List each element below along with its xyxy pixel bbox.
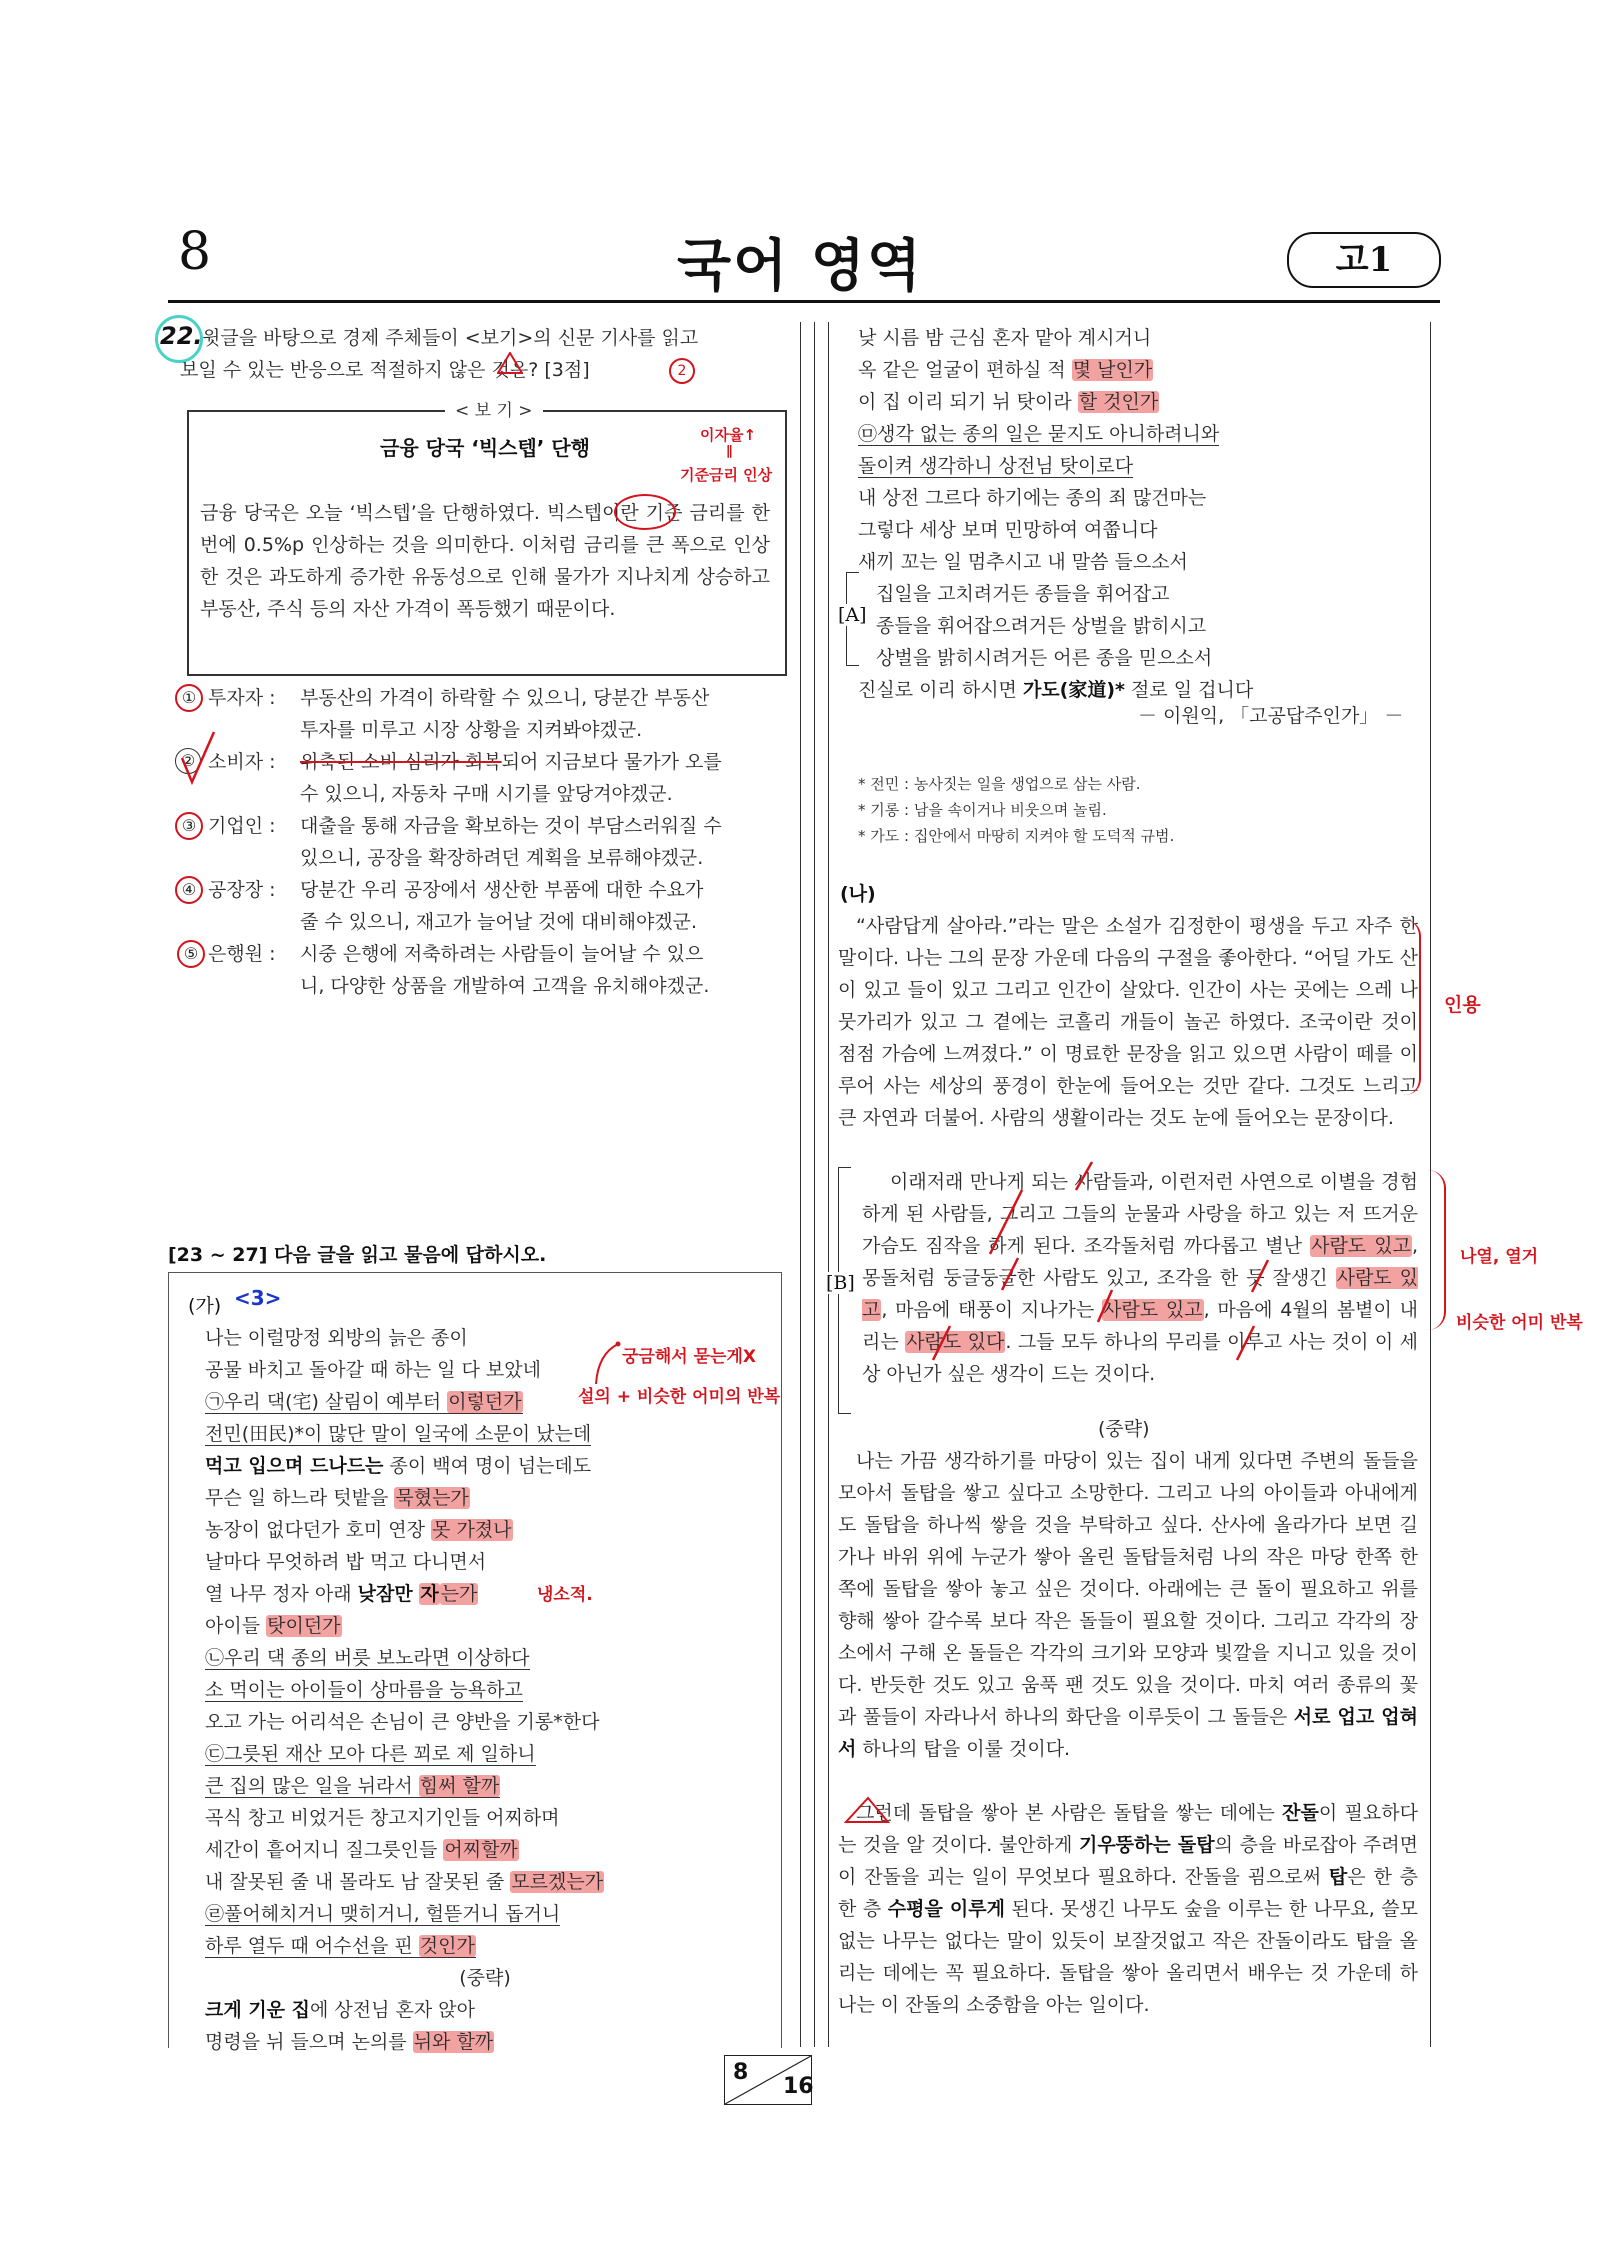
paragraph-text: 은 한 층 한 층: [838, 1866, 1418, 1920]
line-text: 나는 이럴망정 외방의 늙은 종이: [205, 1327, 468, 1349]
line-text: 진실로 이리 하시면: [858, 679, 1023, 701]
poem-line: [205, 1418, 765, 1450]
line-text: 곡식 창고 비었거든 창고지기인들 어찌하며: [205, 1807, 560, 1829]
bracket-annotation: [1405, 920, 1421, 1095]
line-text: 날마다 무엇하려 밥 먹고 다니면서: [205, 1551, 487, 1573]
poem-line: [858, 322, 1418, 354]
poem-line: [205, 1482, 765, 1514]
paragraph-text: 하나의 탑을 이룰 것이다.: [856, 1738, 1071, 1760]
line-text: 열 나무 정자 아래: [205, 1583, 358, 1605]
poem-line: [858, 450, 1418, 482]
handwritten-note: 비슷한 어미 반복: [1456, 1313, 1583, 1333]
poem-lines-continued: [858, 322, 1418, 706]
line-text: 내 상전 그르다 하기에는 종의 죄 많건마는: [858, 487, 1207, 509]
grade-badge: 고1: [1287, 232, 1441, 288]
line-text: 에 상전님 혼자 앉아: [310, 1999, 475, 2021]
highlighted-ending: 뉘와 할까: [413, 2031, 494, 2053]
line-text: 무슨 일 하느라 텃밭을: [205, 1487, 395, 1509]
bogi-label: < 보 기 >: [445, 396, 543, 421]
page-number: 8: [178, 222, 212, 282]
question-prompt-line-2: 보일 수 있는 반응으로 적절하지 않은 것은? [3점]: [180, 359, 590, 381]
current-page: 8: [733, 2060, 749, 2085]
paragraph-text: 이래저래 만나게 되는 사람들과, 이런저런 사연으로 이별을 경험하게 된 사람들, 그리고 그들의 눈물과 사랑을 하고 있는 저 뜨거운 가슴도 짐작을 하게 된다. 조각돌처럼 까다롭고 별난: [862, 1171, 1418, 1257]
bold-phrase: 탑: [1328, 1866, 1348, 1888]
line-text: 농장이 없다던가 호미 연장: [205, 1519, 432, 1541]
line-text: 새끼 꼬는 일 멈추시고 내 말씀 들으소서: [858, 551, 1188, 573]
circle-annotation: [614, 494, 676, 530]
handwritten-note: ∥: [726, 444, 733, 459]
bracket-annotation: [1428, 1170, 1446, 1330]
handwritten-note: 냉소적.: [537, 1585, 593, 1605]
bold-phrase: 잔돌: [1282, 1802, 1319, 1824]
bold-phrase: 서로 업고 업혀서: [838, 1706, 1418, 1760]
source-citation: － 이원익, 「고공답주인가」 －: [1138, 705, 1404, 727]
option-text: 있으니, 공장을 확장하려던 계획을 보류해야겠군.: [300, 847, 704, 869]
highlighted-ending: 어찌할까: [444, 1839, 518, 1861]
poem-line: [858, 514, 1418, 546]
highlighted-phrase: 사람도 있다: [906, 1331, 1005, 1353]
question-number: 22.: [160, 322, 203, 350]
section-heading: [23 ~ 27] 다음 글을 읽고 물음에 답하시오.: [168, 1244, 547, 1266]
line-text: 세간이 흩어지니 질그릇인들: [205, 1839, 444, 1861]
option-text: 수 있으니, 자동차 구매 시기를 앞당겨야겠군.: [300, 783, 673, 805]
poem-line: [858, 418, 1418, 450]
highlighted-ending: 는가: [440, 1583, 478, 1605]
bold-phrase: 가도(家道)*: [1022, 679, 1125, 701]
handwritten-note: 기준금리 인상: [680, 466, 773, 484]
handwritten-note: 인용: [1444, 994, 1481, 1016]
poem-line: [205, 1898, 765, 1930]
line-text: 내 잘못된 줄 내 몰라도 남 잘못된 줄: [205, 1871, 511, 1893]
poem-line: [858, 578, 1418, 610]
option-role: 소비자 :: [208, 751, 276, 773]
line-marker: ㉣: [205, 1903, 225, 1925]
line-text: 전민(田民)*이 많단 말이 일국에 소문이 났는데: [205, 1423, 592, 1445]
column-divider: [828, 322, 829, 2047]
poem-line: [858, 546, 1418, 578]
highlighted-ending: 못 가졌나: [432, 1519, 512, 1541]
line-text: 아이들: [205, 1615, 267, 1637]
paragraph-text: 이 필요하다는 것을 알 것이다. 불안하게: [838, 1802, 1418, 1856]
option-text-rest: 되어 지금보다 물가가 오를: [501, 751, 722, 773]
subject-title: 국어 영역: [677, 234, 923, 299]
highlighted-phrase: 사람도 있고: [1311, 1235, 1411, 1257]
highlighted-phrase: 사람도 있고: [1103, 1299, 1203, 1321]
line-text: 오고 가는 어리석은 손님이 큰 양반을 기롱*한다: [205, 1711, 600, 1733]
line-text: 공물 바치고 돌아갈 때 하는 일 다 보았네: [205, 1359, 541, 1381]
poem-line: [205, 1450, 765, 1482]
passage-label-na: (나): [840, 883, 876, 905]
footnote: * 전민 : 농사짓는 일을 생업으로 삼는 사람.: [858, 775, 1141, 793]
bogi-body: 금융 당국은 오늘 ‘빅스텝’을 단행하였다. 빅스텝이란 기준 금리를 한 번에 0.5%p 인상하는 것을 의미한다. 이처럼 금리를 큰 폭으로 인상한 것은 과도하게 증가한 유동성으로 인해 물가가 지나치게 상승하고 부동산, 주식 등의 자산 가격이 폭등했기 때문이다.: [200, 502, 770, 620]
line-text: 우리 댁 종의 버릇 보노라면 이상하다: [224, 1647, 530, 1669]
struck-text: 위축된 소비 심리가 회복: [300, 751, 502, 773]
paragraph-text: , 몽돌처럼 둥글둥글한 사람도 있고, 조각을 한 듯 잘생긴: [862, 1235, 1418, 1289]
line-text: 우리 댁(宅) 살림이 예부터: [224, 1391, 448, 1413]
footnote: * 기롱 : 남을 속이거나 비웃으며 놀림.: [858, 801, 1107, 819]
line-text: 낮 시름 밤 근심 혼자 맡아 계시거니: [858, 327, 1152, 349]
line-text: 종들을 휘어잡으려거든 상벌을 밝히시고: [876, 615, 1207, 637]
paragraph-text: 그런데 돌탑을 쌓아 본 사람은 돌탑을 쌓는 데에는: [856, 1802, 1283, 1824]
column-divider: [800, 322, 801, 2047]
option-number: ①: [175, 684, 203, 712]
poem-line: [858, 354, 1418, 386]
highlighted-ending: 이렇던가: [448, 1391, 522, 1413]
bold-phrase: 수평을 이루게: [887, 1898, 1005, 1920]
poem-line: [205, 1578, 765, 1610]
paragraph-text: . 그들 모두 하나의 무리를 이루고 사는 것이 이 세상 아닌가 싶은 생각이 드는 것이다.: [862, 1331, 1418, 1385]
option-role: 공장장 :: [208, 879, 276, 901]
poem-line: [205, 1706, 765, 1738]
handwritten-note: <3>: [234, 1286, 282, 1310]
footnote: * 가도 : 집안에서 마땅히 지켜야 할 도덕적 규범.: [858, 827, 1175, 845]
poem-line: [205, 1546, 765, 1578]
highlighted-ending: 탓이던가: [267, 1615, 341, 1637]
option-role: 은행원 :: [208, 943, 276, 965]
triangle-annotation-icon: [840, 1796, 892, 1830]
line-marker: ㉠: [205, 1391, 225, 1413]
highlighted-ending: 것인가: [419, 1935, 475, 1957]
column-divider: [814, 322, 815, 2047]
poem-lines: [205, 1322, 765, 2058]
option-text: 투자를 미루고 시장 상황을 지켜봐야겠군.: [300, 719, 643, 741]
line-marker: ㉢: [205, 1743, 225, 1765]
handwritten-note: 궁금해서 묻는게X: [622, 1347, 756, 1367]
highlighted-ending: 할 것인가: [1078, 391, 1159, 413]
option-number: ②: [175, 748, 201, 774]
line-text: 그릇된 재산 모아 다른 꾀로 제 일하니: [224, 1743, 536, 1765]
bold-phrase: 낮잠만: [357, 1583, 420, 1605]
option-number: ④: [175, 876, 203, 904]
option-text: 줄 수 있으니, 재고가 늘어날 것에 대비해야겠군.: [300, 911, 698, 933]
omission-mark: (중략): [1098, 1418, 1150, 1440]
poem-line: [205, 1802, 765, 1834]
poem-line: [205, 1994, 765, 2026]
paragraph-text: , 마음에 태풍이 지나가는: [881, 1299, 1103, 1321]
option-role: 기업인 :: [208, 815, 276, 837]
line-text: 이 집 이리 되기 뉘 탓이라: [858, 391, 1078, 413]
poem-line: [205, 1866, 765, 1898]
question-prompt-line-1: 윗글을 바탕으로 경제 주체들이 <보기>의 신문 기사를 읽고: [202, 327, 699, 349]
passage-label-ga: (가): [188, 1295, 222, 1317]
poem-line: [858, 610, 1418, 642]
passage-na-paragraph-1: “사람답게 살아라.”라는 말은 소설가 김정한이 평생을 두고 자주 한 말이다. 나는 그의 문장 가운데 다음의 구절을 좋아한다. “어딜 가도 산이 있고 들이 있고 그리고 인간이 살았다. 인간이 사는 곳에는 으레 나뭇가리가 있고 그 곁에는 코흘리 개들이 놀곤 하였다. 조국이란 것이 점점 가슴에 느껴졌다.” 이 명료한 문장을 읽고 있으면 사람이 떼를 이루어 사는 세상의 풍경이 한눈에 들어오는 것만 같다. 그것도 느리고 큰 자연과 더불어. 사람의 생활이라는 것도 눈에 들어오는 문장이다.: [838, 915, 1418, 1129]
highlighted-ending: 힘써 할까: [419, 1775, 500, 1797]
poem-line: [205, 1738, 765, 1770]
slash-annotations: [830, 1160, 1430, 1420]
option-text: 부동산의 가격이 하락할 수 있으니, 당분간 부동산: [300, 687, 710, 709]
option-text: 당분간 우리 공장에서 생산한 부품에 대한 수요가: [300, 879, 704, 901]
line-text: 생각 없는 종의 일은 묻지도 아니하려니와: [877, 423, 1220, 445]
line-text: 명령을 뉘 들으며 논의를: [205, 2031, 413, 2053]
answer-mark: 2: [669, 358, 695, 384]
highlighted-ending: 모르겠는가: [511, 1871, 604, 1893]
handwritten-note: 이자율↑: [700, 426, 757, 444]
poem-line: [858, 482, 1418, 514]
line-text: 돌이켜 생각하니 상전님 탓이로다: [858, 455, 1134, 477]
bogi-headline: 금융 당국 ‘빅스텝’ 단행: [380, 436, 590, 460]
paragraph-text: 된다. 못생긴 나무도 숲을 이루는 한 나무요, 쓸모없는 나무는 없다는 말이 있듯이 보잘것없고 작은 잔돌이라도 탑을 올리는 데에는 꼭 필요하다. 돌탑을 쌓아 올리면서 배우는 것 가운데 하나는 이 잔돌의 소중함을 아는 일이다.: [838, 1898, 1418, 2016]
option-text: 대출을 통해 자금을 확보하는 것이 부담스러워질 수: [300, 815, 722, 837]
highlighted-ending: 자: [420, 1583, 439, 1605]
option-text: [300, 746, 722, 778]
poem-line: [205, 1930, 765, 1962]
line-text: 절로 일 겁니다: [1124, 679, 1254, 701]
line-text: 그렇다 세상 보며 민망하여 여쭙니다: [858, 519, 1158, 541]
option-number: ③: [175, 812, 203, 840]
poem-line: [205, 1674, 765, 1706]
bracket-label-a: [A]: [838, 604, 867, 626]
highlighted-ending: 묵혔는가: [395, 1487, 469, 1509]
line-text: 하루 열두 때 어수선을 핀: [205, 1935, 419, 1957]
line-text: 집일을 고치려거든 종들을 휘어잡고: [876, 583, 1170, 605]
handwritten-note: 나열, 열거: [1460, 1247, 1539, 1267]
line-text: 상벌을 밝히시려거든 어른 종을 믿으소서: [876, 647, 1213, 669]
total-pages: 16: [783, 2074, 814, 2099]
handwritten-note: 설의 + 비슷한 어미의 반복: [578, 1387, 781, 1407]
bold-phrase: 크게 기운 집: [205, 1999, 310, 2021]
poem-line: [205, 1514, 765, 1546]
poem-line: [205, 2026, 765, 2058]
poem-line: [858, 642, 1418, 674]
paragraph-text: 나는 가끔 생각하기를 마당이 있는 집이 내게 있다면 주변의 돌들을 모아서 돌탑을 쌓고 싶다고 소망한다. 그리고 나의 아이들과 아내에게도 돌탑을 하나씩 쌓을 것을 부탁하고 싶다. 산사에 올라가다 보면 길가나 바위 위에 누군가 쌓아 올린 돌탑들처럼 나의 작은 마당 한쪽 한쪽에 돌탑을 쌓아 놓고 싶은 것이다. 아래에는 큰 돌이 필요하고 위를 향해 쌓아 갈수록 보다 작은 돌들이 필요할 것이다. 그리고 각각의 장소에서 구해 온 돌들은 각각의 크기와 모양과 빛깔을 지니고 있을 것이다. 반듯한 것도 있고 움푹 팬 것도 있을 것이다. 마치 여러 종류의 꽃과 풀들이 자라나서 하나의 화단을 이루듯이 그 돌들은: [838, 1450, 1418, 1728]
option-text: 시중 은행에 저축하려는 사람들이 늘어날 수 있으: [300, 943, 704, 965]
option-role: 투자자 :: [208, 687, 276, 709]
passage-na-paragraph-3: [838, 1445, 1418, 1765]
poem-line: [205, 1610, 765, 1642]
option-number: ⑤: [177, 940, 205, 968]
triangle-annotation-icon: [497, 352, 523, 374]
line-text: 소 먹이는 아이들이 상마름을 능욕하고: [205, 1679, 523, 1701]
highlighted-phrase: 사람도 있고: [862, 1267, 1418, 1321]
paragraph-text: , 마음에 4월의 봄볕이 내리는: [862, 1299, 1418, 1353]
line-text: 종이 백여 명이 넘는데도: [383, 1455, 592, 1477]
line-text: 옥 같은 얼굴이 편하실 적: [858, 359, 1072, 381]
highlighted-ending: 몇 날인가: [1072, 359, 1153, 381]
line-text: 큰 집의 많은 일을 뉘라서: [205, 1775, 419, 1797]
poem-line: (중략): [459, 1967, 511, 1989]
poem-line: [205, 1642, 765, 1674]
option-text: 니, 다양한 상품을 개발하여 고객을 유치해야겠군.: [300, 975, 710, 997]
poem-line: [205, 1770, 765, 1802]
bold-phrase: 기우뚱하는 돌탑: [1078, 1834, 1215, 1856]
bold-phrase: 먹고 입으며 드나드는: [205, 1455, 384, 1477]
line-text: 풀어헤치거니 맺히거니, 헐뜯거니 돕거니: [224, 1903, 561, 1925]
passage-na-paragraph-4: [838, 1797, 1418, 2021]
poem-line: [205, 1834, 765, 1866]
bracket-label-b: [B]: [826, 1272, 855, 1294]
line-marker: ㉡: [205, 1647, 225, 1669]
paragraph-text: 의 층을 바로잡아 주려면 이 잔돌을 괴는 일이 무엇보다 필요하다. 잔돌을 굄으로써: [838, 1834, 1418, 1888]
line-marker: ㉤: [858, 423, 878, 445]
poem-line: [858, 386, 1418, 418]
header-divider: [168, 300, 1440, 303]
